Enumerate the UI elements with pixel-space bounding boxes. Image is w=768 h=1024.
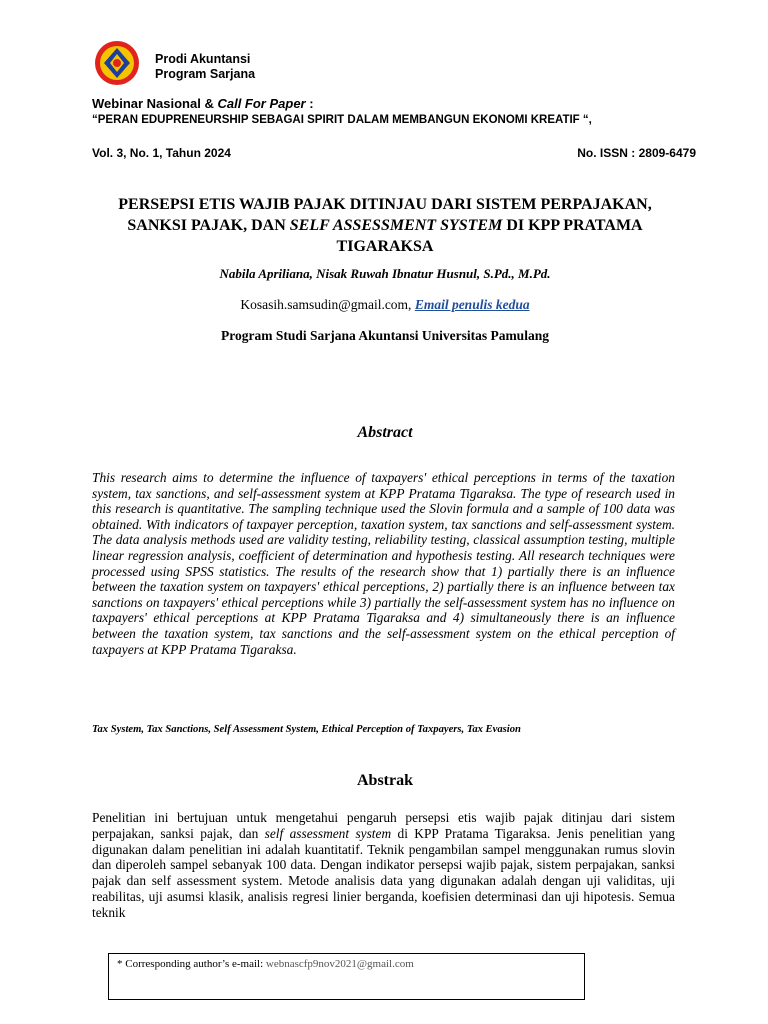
author-emails — [92, 297, 678, 313]
paper-title — [92, 194, 678, 257]
issn-info: No. ISSN : 2809-6479 — [577, 146, 696, 160]
institution-line-2: Program Sarjana — [155, 67, 256, 81]
abstrak-heading: Abstrak — [356, 772, 413, 789]
email-1: Kosasih.samsudin@gmail.com, — [240, 297, 415, 312]
corresponding-author-box — [108, 953, 585, 1000]
abstract-text: This research aims to determine the influence of taxpayers' ethical perceptions in terms of the taxation system, tax sanctions, and self-assessment system at KPP Pratama Tigaraksa. The type of research used in this research is quantitative. The sampling technique used the Slovin formula and a sample of 100 data was obtained. With indicators of taxpayer perception, taxation system, tax sanctions and self-assessment system. The data analysis methods used are validity testing, reliability testing, classical assumption testing, multiple linear regression analysis, coefficient of determination and hypothesis testing. All research techniques were processed using SPSS statistics. The results of the research show that 1) partially there is an influence between the taxation system on taxpayers' ethical perceptions, 2) partially there is an influence between tax sanctions on taxpayers' ethical perceptions while 3) partially the self-assessment system has no influence on taxpayers' ethical perceptions at KPP Pratama Tigaraksa and 4) simultaneously there is an influence between the taxation system, tax sanctions and the self-assessment system on the ethical perception of taxpayers at KPP Pratama Tigaraksa. — [92, 470, 675, 657]
title-part-2: DI KPP PRATAMA TIGARAKSA — [336, 217, 643, 255]
footnote-label: * Corresponding author’s e-mail: — [117, 958, 266, 970]
webinar-cfp: Call For Paper — [217, 96, 306, 111]
footnote-email[interactable]: webnascfp9nov2021@gmail.com — [265, 958, 414, 970]
webinar-heading — [92, 96, 314, 111]
title-part-1: PERSEPSI ETIS WAJIB PAJAK DITINJAU DARI SISTEM PERPAJAKAN, SANKSI PAJAK, DAN — [118, 196, 652, 234]
title-italic: SELF ASSESSMENT SYSTEM — [289, 217, 503, 234]
abstrak-text-part-2: di KPP Pratama Tigaraksa. Jenis penelitian yang digunakan dalam penelitian ini adalah kuantitatif. Teknik pengambilan sampel menggunakan rumus slovin dan diperoleh sampel sebanyak 100 data. Dengan indikator persepsi wajib pajak, sistem perpajakan, sanksi pajak dan self assessment system. Metode analisis data yang digunakan adalah dengan uji validitas, uji reabilitas, uji asumsi klasik, analisis regresi linier berganda, koefisien determinasi dan uji hipotesis. Semua teknik — [92, 825, 675, 920]
institution-line-1: Prodi Akuntansi — [155, 52, 251, 66]
institution-name — [155, 52, 255, 82]
authors: Nabila Apriliana, Nisak Ruwah Ibnatur Husnul, S.Pd., M.Pd. — [219, 266, 551, 281]
webinar-prefix: Webinar Nasional & — [92, 96, 218, 111]
abstract-heading: Abstract — [357, 424, 413, 441]
keywords: Tax System, Tax Sanctions, Self Assessment System, Ethical Perception of Taxpayers, Tax Evasion — [92, 724, 521, 735]
webinar-theme: “PERAN EDUPRENEURSHIP SEBAGAI SPIRIT DALAM MEMBANGUN EKONOMI KREATIF “, — [92, 114, 592, 126]
abstrak-text — [92, 810, 675, 921]
webinar-suffix: : — [305, 96, 314, 111]
volume-info: Vol. 3, No. 1, Tahun 2024 — [92, 146, 231, 160]
university-logo — [93, 40, 151, 86]
email-2-link[interactable]: Email penulis kedua — [414, 297, 530, 312]
abstrak-text-part-1: Penelitian ini bertujuan untuk mengetahui pengaruh persepsi etis wajib pajak ditinjau dari sistem perpajakan, sanksi pajak, dan — [92, 810, 675, 841]
affiliation: Program Studi Sarjana Akuntansi Universitas Pamulang — [221, 328, 549, 343]
abstrak-text-italic: self assessment system — [264, 825, 392, 841]
